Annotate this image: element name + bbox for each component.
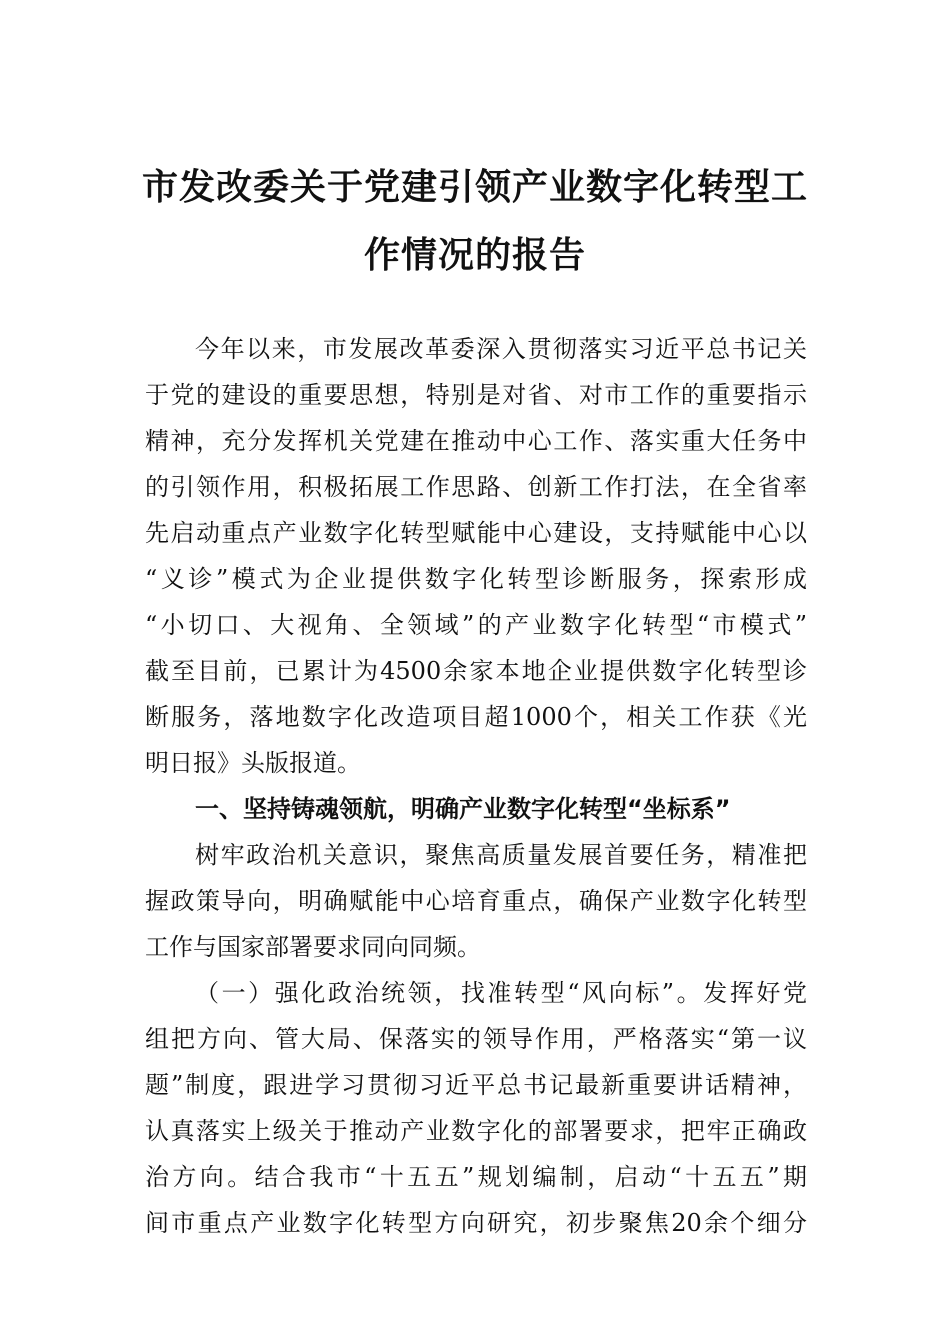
paragraph-3-line-6: 间市重点产业数字化转型方向研究，初步聚焦20余个细分: [145, 1209, 807, 1237]
paragraph-3-line-3: 题”制度，跟进学习贯彻习近平总书记最新重要讲话精神，: [145, 1071, 807, 1099]
paragraph-1-line-2: 于党的建设的重要思想，特别是对省、对市工作的重要指示: [145, 381, 807, 409]
paragraph-2-line-1: 树牢政治机关意识，聚焦高质量发展首要任务，精准把: [195, 841, 807, 869]
paragraph-3-line-5: 治方向。结合我市“十五五”规划编制，启动“十五五”期: [145, 1163, 807, 1191]
paragraph-1-line-1: 今年以来，市发展改革委深入贯彻落实习近平总书记关: [195, 335, 807, 363]
paragraph-2-line-2: 握政策导向，明确赋能中心培育重点，确保产业数字化转型: [145, 887, 807, 915]
paragraph-3-line-1: （一）强化政治统领，找准转型“风向标”。发挥好党: [195, 979, 807, 1007]
paragraph-3-line-2: 组把方向、管大局、保落实的领导作用，严格落实“第一议: [145, 1025, 807, 1053]
section-heading-1: 一、坚持铸魂领航，明确产业数字化转型“坐标系”: [195, 795, 731, 823]
paragraph-1-line-5: 先启动重点产业数字化转型赋能中心建设，支持赋能中心以: [145, 519, 807, 547]
document-title-line-2: 作情况的报告: [363, 235, 586, 276]
paragraph-1-line-6: “义诊”模式为企业提供数字化转型诊断服务，探索形成: [145, 565, 807, 593]
paragraph-2-line-3: 工作与国家部署要求同向同频。: [145, 933, 481, 961]
paragraph-1-line-3: 精神，充分发挥机关党建在推动中心工作、落实重大任务中: [145, 427, 807, 455]
paragraph-3-line-4: 认真落实上级关于推动产业数字化的部署要求，把牢正确政: [145, 1117, 807, 1145]
document-title-line-1: 市发改委关于党建引领产业数字化转型工: [141, 167, 808, 208]
paragraph-1-line-9: 断服务，落地数字化改造项目超1000个，相关工作获《光: [145, 703, 807, 731]
paragraph-1-line-4: 的引领作用，积极拓展工作思路、创新工作打法，在全省率: [145, 473, 807, 501]
paragraph-1-line-10: 明日报》头版报道。: [145, 749, 361, 777]
paragraph-1-line-8: 截至目前，已累计为4500余家本地企业提供数字化转型诊: [145, 657, 807, 685]
paragraph-1-line-7: “小切口、大视角、全领域”的产业数字化转型“市模式”: [145, 611, 807, 639]
